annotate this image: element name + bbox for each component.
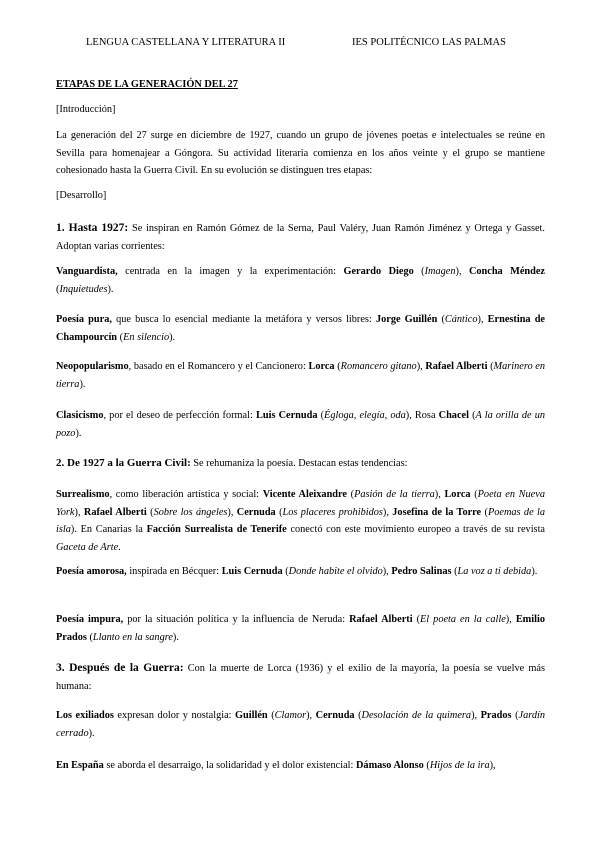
bold-text: Los exiliados	[56, 710, 114, 721]
stage-2-heading: 2. De 1927 a la Guerra Civil:	[56, 457, 191, 469]
bold-text: Poesía amorosa,	[56, 566, 127, 577]
bold-text: Neopopularismo	[56, 361, 129, 372]
stage-1-paragraph	[56, 220, 545, 255]
text-run: (	[86, 631, 93, 643]
stage-2-paragraph	[56, 455, 545, 473]
bold-text: Dámaso Alonso	[355, 760, 424, 771]
text-run: ).	[531, 566, 538, 577]
italic-title: Jardín cerrado	[56, 710, 546, 739]
bold-text: Ernestina de Champourcín	[56, 314, 546, 343]
paragraph-surrealismo	[56, 486, 545, 556]
text-run: centrada en la imagen y la experimentación:	[117, 266, 344, 277]
bold-text: Gerardo Diego	[343, 266, 414, 277]
header-subject: LENGUA CASTELLANA Y LITERATURA II	[86, 37, 286, 48]
italic-title: Égloga, elegía, oda	[324, 410, 406, 421]
text-run: ),	[489, 760, 496, 771]
text-run: , basado en el Romancero y el Cancionero:	[128, 361, 309, 372]
bold-text: Poesía impura,	[56, 614, 124, 625]
text-run: por la situación política y la influencia de Neruda:	[123, 614, 350, 625]
bold-text: Josefina de la Torre	[392, 506, 482, 518]
bold-text: Lorca	[308, 361, 335, 372]
stage-3-text: Con la muerte de Lorca (1936) y el exilio de la mayoría, la poesía se vuelve más humana:	[56, 663, 545, 692]
bold-text: Luis Cernuda	[221, 566, 283, 577]
paragraph-vanguardista	[56, 263, 545, 298]
bold-text: Prados	[480, 710, 512, 721]
text-run: (	[413, 266, 425, 277]
bold-text: Facción Surrealista de Tenerife	[146, 524, 287, 535]
text-run: (	[437, 314, 445, 325]
text-run: , por el deseo de perfección formal:	[103, 410, 256, 421]
bold-text: Luis Cernuda	[255, 410, 318, 421]
text-run: ),	[306, 710, 316, 721]
text-run: (	[487, 361, 494, 372]
bold-text: Rafael Alberti	[425, 361, 488, 372]
text-run: conectó con este movimiento europeo a través de su revista	[286, 524, 545, 535]
text-run: expresan dolor y nostalgia:	[113, 710, 236, 721]
italic-title: Romancero gitano	[340, 361, 417, 372]
document-title: ETAPAS DE LA GENERACIÓN DEL 27	[56, 79, 238, 90]
text-run: ),	[74, 506, 84, 518]
text-run: se aborda el desarraigo, la solidaridad y el dolor existencial:	[103, 760, 356, 771]
text-run: ),	[477, 314, 488, 325]
header-school: IES POLITÉCNICO LAS PALMAS	[352, 37, 506, 48]
paragraph-exiliados	[56, 707, 545, 742]
paragraph-en-espana	[56, 757, 545, 775]
italic-title: Desolación de la quimera	[361, 710, 472, 721]
bold-text: Poesía pura,	[56, 314, 112, 325]
development-tag: [Desarrollo]	[56, 190, 107, 201]
bold-text: Emilio Prados	[56, 614, 545, 643]
text-run: (	[346, 489, 355, 500]
text-run: ).	[88, 727, 95, 739]
bold-text: Cernuda	[236, 506, 276, 518]
italic-title: Donde habite el olvido	[288, 566, 383, 577]
text-run: (	[146, 506, 154, 518]
text-run: (	[56, 283, 60, 295]
italic-title: Llanto en la sangre	[92, 631, 173, 643]
italic-title: A la orilla de un pozo	[56, 410, 546, 439]
italic-title: Hijos de la ira	[429, 760, 490, 771]
italic-title: Imagen	[424, 266, 456, 277]
text-run: ).	[79, 378, 86, 390]
text-run: (	[468, 410, 476, 421]
italic-title: Sobre los ángeles	[153, 506, 228, 518]
stage-3-heading: 3. Después de la Guerra:	[56, 662, 184, 674]
text-run: (	[317, 410, 325, 421]
stage-2-text: Se rehumaniza la poesía. Destacan estas tendencias:	[190, 458, 408, 469]
text-run: (	[334, 361, 341, 372]
italic-title: Cántico	[444, 314, 478, 325]
text-run: (	[282, 566, 289, 577]
bold-text: Jorge Guillén	[375, 314, 438, 325]
text-run: ),	[382, 566, 392, 577]
text-run: .	[118, 541, 121, 553]
bold-text: Chacel	[438, 410, 469, 421]
text-run: (	[423, 760, 430, 771]
text-run: inspirada en Bécquer:	[126, 566, 222, 577]
bold-text: Clasicismo	[56, 410, 104, 421]
paragraph-poesia-pura	[56, 311, 545, 346]
bold-text: Pedro Salinas	[391, 566, 452, 577]
italic-title: Pasión de la tierra	[354, 489, 435, 500]
intro-tag: [Introducción]	[56, 104, 116, 115]
text-run: ),	[455, 266, 469, 277]
italic-title: En silencio	[123, 331, 170, 343]
text-run: (	[275, 506, 283, 518]
bold-text: Rafael Alberti	[83, 506, 147, 518]
paragraph-neopopularismo	[56, 358, 545, 393]
bold-text: Rafael Alberti	[349, 614, 413, 625]
text-run: ). En Canarias la	[70, 524, 147, 535]
bold-text: Vanguardista,	[56, 266, 118, 277]
paragraph-poesia-amorosa	[56, 563, 545, 581]
stage-1-text: Se inspiran en Ramón Gómez de la Serna, Paul Valéry, Juan Ramón Jiménez y Ortega y Gasset. Adoptan varias corrientes:	[56, 223, 545, 252]
text-run: ).	[75, 427, 82, 439]
bold-text: Cernuda	[315, 710, 355, 721]
text-run: (	[267, 710, 275, 721]
text-run: ).	[172, 631, 179, 643]
text-run: ).	[169, 331, 176, 343]
stage-1-heading: 1. Hasta 1927:	[56, 222, 129, 234]
text-run: ), Rosa	[405, 410, 439, 421]
italic-title: La voz a ti debida	[457, 566, 532, 577]
italic-title: Gaceta de Arte	[56, 541, 119, 553]
text-run: , como liberación artística y social:	[109, 489, 263, 500]
italic-title: Marinero en tierra	[56, 361, 545, 390]
bold-text: En España	[56, 760, 104, 771]
text-run: que busca lo esencial mediante la metáfora y versos libres:	[111, 314, 376, 325]
bold-text: Guillén	[235, 710, 268, 721]
text-run: ),	[505, 614, 516, 625]
italic-title: Los placeres prohibidos	[282, 506, 383, 518]
stage-3-paragraph	[56, 660, 545, 695]
text-run: ),	[471, 710, 481, 721]
italic-title: Poeta en Nueva York	[56, 489, 545, 518]
bold-text: Lorca	[444, 489, 471, 500]
bold-text: Concha Méndez	[468, 266, 545, 277]
text-run: (	[481, 506, 488, 518]
text-run: (	[451, 566, 458, 577]
text-run: ),	[227, 506, 237, 518]
italic-title: Clamor	[274, 710, 307, 721]
intro-paragraph: La generación del 27 surge en diciembre de 1927, cuando un grupo de jóvenes poetas e intelectuales se reúne en Sevilla para homenajear a Góngora. Su actividad literaria comienza en los años veinte y el grupo se mantiene cohesionado hasta la Guerra Civil. En su evolución se distinguen tres etapas:	[56, 130, 545, 176]
paragraph-poesia-impura	[56, 611, 545, 646]
italic-title: Poemas de la isla	[56, 506, 546, 535]
italic-title: El poeta en la calle	[420, 614, 506, 625]
bold-text: Surrealismo	[56, 489, 110, 500]
text-run: ),	[382, 506, 393, 518]
text-run: (	[354, 710, 362, 721]
text-run: (	[511, 710, 519, 721]
paragraph-clasicismo	[56, 407, 545, 442]
italic-title: Inquietudes	[59, 283, 108, 295]
text-run: (	[117, 331, 124, 343]
bold-text: Vicente Aleixandre	[262, 489, 347, 500]
text-run: (	[470, 489, 478, 500]
text-run: ).	[107, 283, 114, 295]
text-run: ),	[416, 361, 426, 372]
text-run: (	[412, 614, 421, 625]
text-run: ),	[434, 489, 445, 500]
